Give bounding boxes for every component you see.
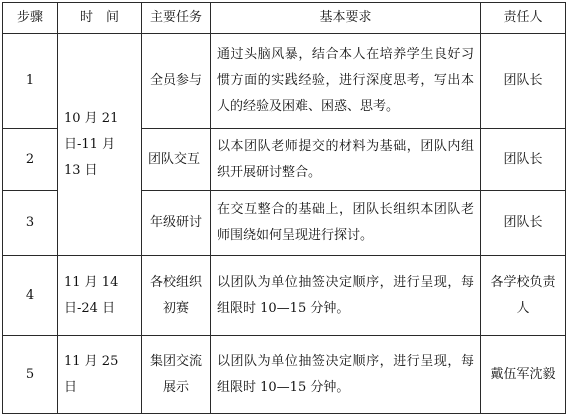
requirement-cell: 以团队为单位抽签决定顺序，进行呈现，每组限时 10—15 分钟。 [211,256,481,336]
task-cell: 年级研讨 [142,191,211,256]
time-cell: 11 月 25 日 [58,336,142,414]
table-row [3,34,566,129]
owner-cell: 戴伍军沈毅 [481,336,566,414]
task-cell: 团队交互 [142,129,211,191]
task-cell: 集团交流展示 [142,336,211,414]
header-requirement: 基本要求 [211,3,481,34]
header-time: 时 间 [58,3,142,34]
step-cell: 4 [3,256,58,336]
table-header-row [3,3,566,34]
requirement-cell: 在交互整合的基础上，团队长组织本团队老师围绕如何呈现进行探讨。 [211,191,481,256]
step-cell: 5 [3,336,58,414]
owner-cell: 各学校负责人 [481,256,566,336]
step-cell: 3 [3,191,58,256]
header-task: 主要任务 [142,3,211,34]
table-row [3,336,566,414]
requirement-cell: 通过头脑风暴，结合本人在培养学生良好习惯方面的实践经验，进行深度思考，写出本人的经验及困难、困惑、思考。 [211,34,481,129]
owner-cell: 团队长 [481,129,566,191]
step-cell: 2 [3,129,58,191]
owner-cell: 团队长 [481,191,566,256]
header-owner: 责任人 [481,3,566,34]
step-cell: 1 [3,34,58,129]
requirement-cell: 以团队为单位抽签决定顺序，进行呈现，每组限时 10—15 分钟。 [211,336,481,414]
task-cell: 各校组织初赛 [142,256,211,336]
requirement-cell: 以本团队老师提交的材料为基础，团队内组织开展研讨整合。 [211,129,481,191]
schedule-table [2,2,566,414]
time-cell: 11 月 14 日-24 日 [58,256,142,336]
table-row [3,256,566,336]
owner-cell: 团队长 [481,34,566,129]
header-step: 步骤 [3,3,58,34]
time-cell: 10 月 21 日-11 月 13 日 [58,34,142,256]
task-cell: 全员参与 [142,34,211,129]
